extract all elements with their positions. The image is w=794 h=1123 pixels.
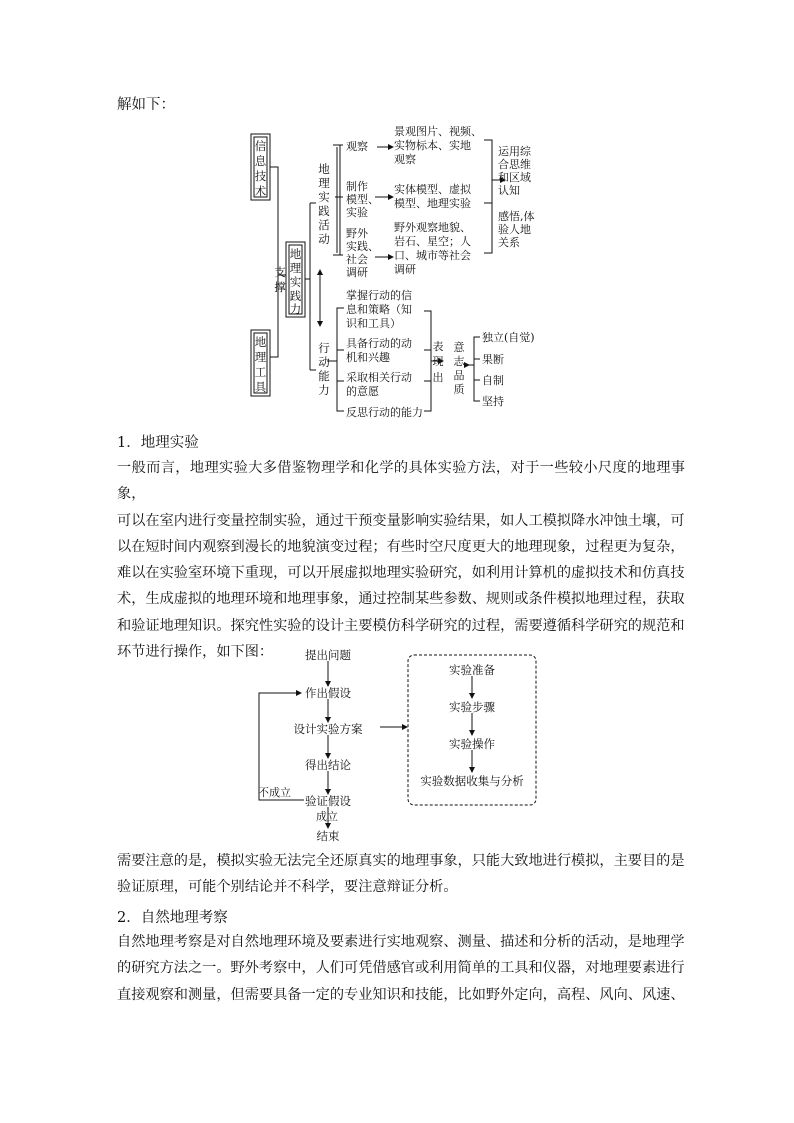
intro-text: 解如下： — [117, 97, 175, 113]
practice-ability-char: 力 — [289, 302, 302, 316]
geo-tools-char: 地 — [254, 335, 267, 349]
activity-content: 实物标本、实地 — [394, 139, 471, 152]
perception-text: 关系 — [498, 236, 520, 249]
geo-tools-char: 理 — [254, 350, 267, 364]
action-ability-char: 动 — [318, 355, 330, 369]
box-step: 实验步骤 — [449, 700, 495, 714]
text-line: 需要注意的是，模拟实验无法完全还原真实的地理事象，只能大致地进行模拟，主要目的是 — [117, 853, 685, 869]
will-char: 意 — [453, 341, 465, 354]
activity-name: 社会 — [346, 253, 368, 266]
will-char: 质 — [453, 383, 465, 396]
activity-name: 野外 — [346, 227, 368, 240]
text-line: 和验证地理知识。探究性实验的设计主要模仿科学研究的过程，需要遵循科学研究的规范和 — [117, 617, 685, 634]
text-line: 可以在室内进行变量控制实验，通过干预变量影响实验结果，如人工模拟降水冲蚀土壤，可 — [117, 512, 685, 529]
practice-activity-char: 地 — [318, 162, 330, 176]
practice-activity-char: 活 — [318, 218, 330, 232]
activity-name: 制作 — [346, 180, 368, 193]
text-line: 一般而言，地理实验大多借鉴物理学和化学的具体实验方法，对于一些较小尺度的地理事象， — [117, 460, 685, 503]
text-line: 术，生成虚拟的地理环境和地理事象，通过控制某些参数、规则或条件模拟地理过程，获取 — [117, 591, 685, 608]
support-char: 支 — [274, 265, 286, 279]
text-line: 环节进行操作，如下图： — [117, 644, 274, 661]
action-ability-char: 能 — [318, 369, 330, 383]
manifest-char: 表 — [432, 340, 444, 353]
activity-name: 模型、 — [346, 193, 379, 206]
action-ability-char: 力 — [318, 383, 330, 397]
info-tech-char: 息 — [254, 154, 267, 168]
practice-activity-char: 践 — [318, 204, 330, 218]
quality-text: 自制 — [482, 374, 504, 387]
activity-content: 调研 — [394, 263, 416, 276]
activity-content: 模型、地理实验 — [394, 197, 471, 210]
action-text: 息和策略（知 — [346, 303, 412, 316]
cognition-text: 运用综 — [498, 145, 531, 158]
box-step: 实验准备 — [449, 663, 495, 677]
manifest-char: 出 — [432, 371, 444, 384]
flow-step: 验证假设 — [305, 794, 351, 808]
practice-ability-char: 理 — [289, 261, 302, 275]
will-char: 志 — [453, 355, 465, 368]
after-flow-paragraph — [117, 848, 685, 901]
flow-step: 提出问题 — [305, 648, 351, 662]
text-line: 直接观察和测量，但需要具备一定的专业知识和技能，比如野外定向，高程、风向、风速、 — [117, 986, 685, 1003]
manifest-char: 现 — [432, 355, 444, 368]
info-tech-char: 术 — [254, 184, 267, 198]
flow-step: 结束 — [316, 829, 340, 843]
section2-paragraph — [117, 929, 685, 1008]
text-line: 自然地理考察是对自然地理环境及要素进行实地观察、测量、描述和分析的活动，是地理学 — [117, 934, 685, 950]
action-text: 机和兴趣 — [346, 351, 390, 364]
cognition-text: 认知 — [498, 184, 520, 197]
flow-step: 得出结论 — [305, 758, 351, 772]
box-step: 实验操作 — [449, 737, 495, 751]
valid-label: 成立 — [316, 810, 338, 823]
activity-content: 口、城市等社会 — [394, 249, 471, 262]
quality-text: 坚持 — [482, 395, 504, 408]
geo-tools-char: 工 — [254, 365, 267, 379]
practice-ability-char: 地 — [289, 247, 302, 261]
cognition-text: 合思维 — [498, 158, 531, 171]
flow-step: 设计实验方案 — [293, 722, 363, 736]
practice-activity-char: 实 — [318, 190, 330, 204]
activity-content: 实体模型、虚拟 — [394, 183, 471, 196]
activity-content: 野外观察地貌、 — [394, 221, 471, 234]
not-valid-label: 不成立 — [258, 786, 291, 799]
action-text: 采取相关行动 — [346, 371, 412, 384]
quality-text: 独立(自觉) — [482, 331, 535, 344]
action-text: 掌握行动的信 — [346, 289, 412, 302]
practice-activity-char: 动 — [318, 232, 330, 246]
perception-text: 感悟,体 — [498, 210, 535, 223]
action-text: 具备行动的动 — [346, 337, 412, 350]
flow-step: 作出假设 — [305, 686, 351, 700]
info-tech-char: 技 — [254, 169, 267, 183]
text-line: 的研究方法之一。野外考察中，人们可凭借感官或利用简单的工具和仪器，对地理要素进行 — [117, 960, 685, 977]
section1-paragraph — [117, 455, 685, 665]
text-line: 验证原理，可能个别结论并不科学，要注意辩证分析。 — [117, 879, 458, 896]
box-step: 实验数据收集与分析 — [420, 774, 524, 788]
practice-activity-char: 理 — [318, 176, 330, 190]
geo-tools-char: 具 — [254, 380, 267, 394]
text-line: 难以在实验室环境下重现，可以开展虚拟地理实验研究，如利用计算机的虚拟技术和仿真技 — [117, 565, 685, 582]
will-char: 品 — [453, 369, 465, 382]
activity-content: 观察 — [394, 153, 416, 166]
experiment-flowchart — [250, 645, 550, 845]
perception-text: 验人地 — [498, 223, 531, 236]
section-heading: 2．自然地理考察 — [117, 910, 228, 926]
section-heading: 1．地理实验 — [117, 435, 199, 451]
action-text: 的意愿 — [346, 385, 379, 398]
activity-name: 实践、 — [346, 240, 379, 253]
activity-content: 景观图片、视频、 — [394, 125, 482, 138]
cognition-text: 和区域 — [498, 171, 531, 184]
action-text: 反思行动的能力 — [346, 406, 423, 419]
practice-ability-char: 实 — [289, 275, 302, 289]
concept-diagram — [240, 125, 560, 425]
text-line: 以在短时间内观察到漫长的地貌演变过程；有些时空尺度更大的地理现象，过程更为复杂， — [117, 538, 685, 555]
quality-text: 果断 — [482, 353, 504, 366]
activity-name: 实验 — [346, 206, 368, 219]
info-tech-char: 信 — [254, 139, 267, 153]
activity-name: 观察 — [346, 140, 368, 153]
practice-ability-char: 践 — [289, 289, 302, 303]
action-ability-char: 行 — [318, 341, 330, 355]
support-char: 撑 — [274, 280, 286, 294]
activity-content: 岩石、星空；人 — [394, 235, 471, 248]
activity-name: 调研 — [346, 266, 368, 279]
action-text: 识和工具） — [346, 317, 401, 330]
